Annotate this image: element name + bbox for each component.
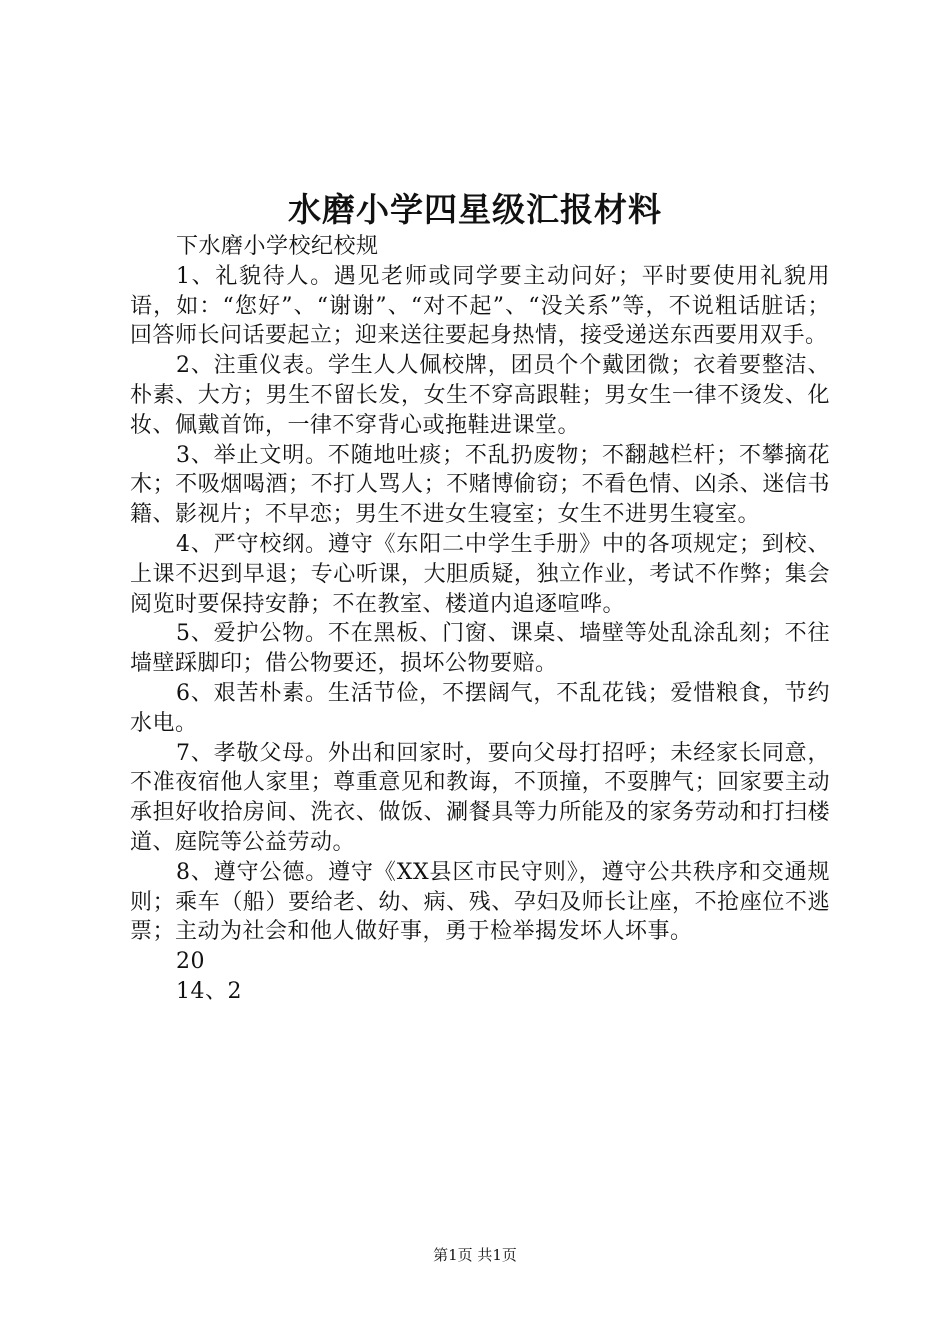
page-number-footer: 第1页 共1页 [433, 1246, 517, 1264]
rule-paragraph-2: 2、注重仪表。学生人人佩校牌，团员个个戴团微；衣着要整洁、朴素、大方；男生不留长发，女生不穿高跟鞋；男女生一律不烫发、化妆、佩戴首饰，一律不穿背心或拖鞋进课堂。 [130, 353, 830, 438]
rule-paragraph-8: 8、遵守公德。遵守《XX县区市民守则》，遵守公共秩序和交通规则；乘车（船）要给老、幼、病、残、孕妇及师长让座，不抢座位不逃票；主动为社会和他人做好事，勇于检举揭发坏人坏事。 [130, 859, 830, 945]
rule-paragraph-3: 3、举止文明。不随地吐痰；不乱扔废物；不翻越栏杆；不攀摘花木；不吸烟喝酒；不打人骂人；不赌博偷窃；不看色情、凶杀、迷信书籍、影视片；不早恋；男生不进女生寝室；女生不进男生寝室。 [130, 442, 830, 528]
section-heading: 下水磨小学校纪校规 [176, 234, 379, 259]
document-title: 水磨小学四星级汇报材料 [288, 190, 662, 229]
rule-paragraph-6: 6、艰苦朴素。生活节俭，不摆阔气，不乱花钱；爱惜粮食，节约水电。 [130, 680, 830, 736]
rule-paragraph-1: 1、礼貌待人。遇见老师或同学要主动问好；平时要使用礼貌用语，如：“您好”、“谢谢”、“对不起”、“没关系”等，不说粗话脏话；回答师长问话要起立；迎来送往要起身热情，接受递送东西要用双手。 [130, 263, 830, 349]
rule-paragraph-4: 4、严守校纲。遵守《东阳二中学生手册》中的各项规定；到校、上课不迟到早退；专心听课，大胆质疑，独立作业，考试不作弊；集会阅览时要保持安静；不在教室、楼道内追逐喧哗。 [130, 531, 830, 617]
rule-paragraph-7: 7、孝敬父母。外出和回家时，要向父母打招呼；未经家长同意，不准夜宿他人家里；尊重意见和教诲，不顶撞，不耍脾气；回家要主动承担好收拾房间、洗衣、做饭、涮餐具等力所能及的家务劳动和打扫楼道、庭院等公益劳动。 [130, 740, 830, 855]
rule-paragraph-5: 5、爱护公物。不在黑板、门窗、课桌、墙壁等处乱涂乱刻；不往墙壁踩脚印；借公物要还，损坏公物要赔。 [130, 621, 830, 677]
trailing-fragment-1: 20 [176, 949, 205, 975]
document-body [130, 232, 830, 1007]
trailing-fragment-2: 14、2 [176, 978, 242, 1004]
